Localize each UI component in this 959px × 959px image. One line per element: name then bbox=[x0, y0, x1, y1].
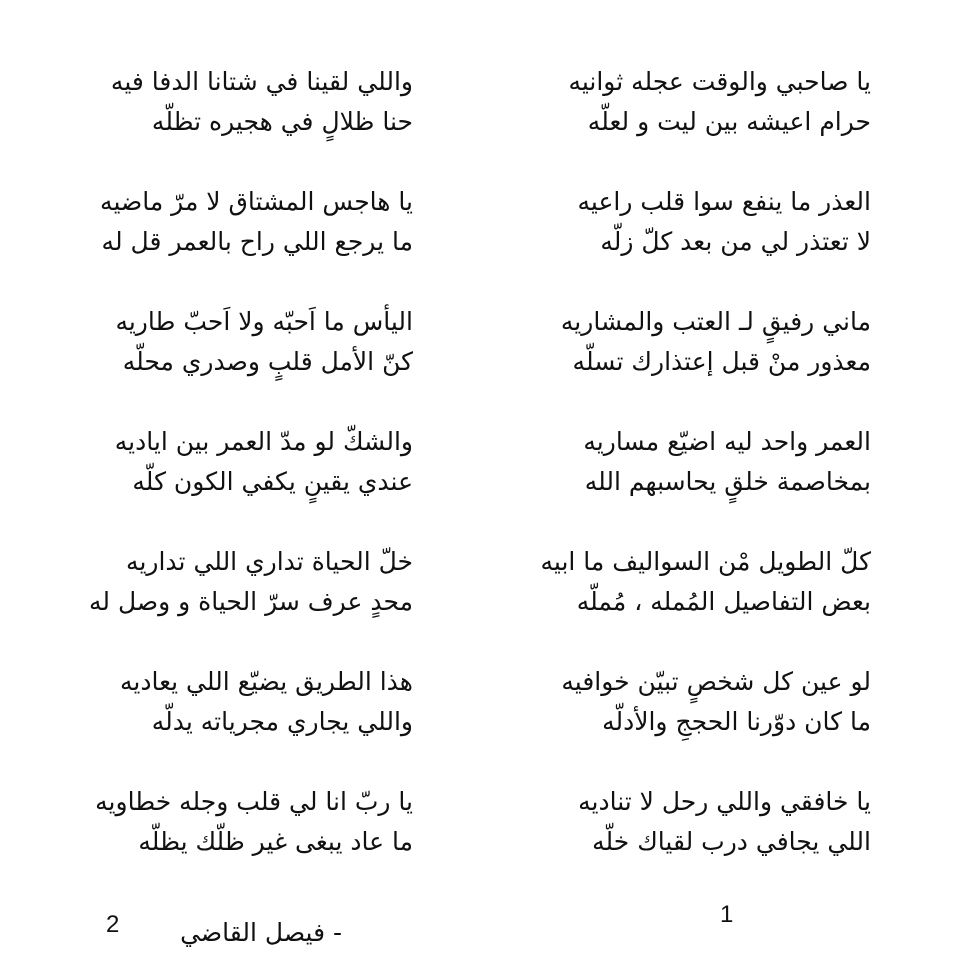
verse-first-hemistich: يا خافقي واللي رحل لا تناديه bbox=[578, 787, 871, 816]
verse-first-hemistich: واللي لقينا في شتانا الدفا فيه bbox=[110, 67, 413, 96]
stanza bbox=[73, 302, 413, 422]
stanza bbox=[73, 662, 413, 782]
verse-first-hemistich: اليأس ما اَحبّه ولا اَحبّ طاريه bbox=[115, 307, 413, 336]
poet-signature: - فيصل القاضي bbox=[180, 918, 342, 947]
verse-second-hemistich: محدٍ عرف سرّ الحياة و وصل له bbox=[89, 587, 413, 616]
verse-first-hemistich: كلّ الطويل مْن السواليف ما ابيه bbox=[540, 547, 871, 576]
verse-first-hemistich: العذر ما ينفع سوا قلب راعيه bbox=[577, 187, 871, 216]
stanza bbox=[73, 542, 413, 662]
stanza bbox=[541, 302, 871, 422]
verse-first-hemistich: يا صاحبي والوقت عجله ثوانيه bbox=[568, 67, 871, 96]
verse-second-hemistich: معذور منْ قبل إعتذارك تسلّه bbox=[572, 347, 871, 376]
verse-first-hemistich: يا ربّ انا لي قلب وجله خطاويه bbox=[95, 787, 413, 816]
verse-second-hemistich: ما عاد يبغى غير ظلّك يظلّه bbox=[138, 827, 413, 856]
stanza bbox=[541, 422, 871, 542]
verse-second-hemistich: بعض التفاصيل المُمله ، مُملّه bbox=[576, 587, 871, 616]
stanza bbox=[541, 182, 871, 302]
verse-second-hemistich: عندي يقينٍ يكفي الكون كلّه bbox=[132, 467, 413, 496]
verse-second-hemistich: بمخاصمة خلقٍ يحاسبهم الله bbox=[584, 467, 871, 496]
verse-first-hemistich: والشكّ لو مدّ العمر بين اياديه bbox=[114, 427, 413, 456]
poem-page-2 bbox=[73, 62, 413, 902]
verse-second-hemistich: اللي يجافي درب لقياك خلّه bbox=[592, 827, 871, 856]
verse-second-hemistich: لا تعتذر لي من بعد كلّ زلّه bbox=[600, 227, 871, 256]
verse-second-hemistich: حنا ظلالٍ في هجيره تظلّه bbox=[151, 107, 413, 136]
stanza bbox=[73, 62, 413, 182]
poem-page-1 bbox=[541, 62, 871, 902]
stanza bbox=[73, 422, 413, 542]
stanza bbox=[541, 782, 871, 902]
verse-first-hemistich: هذا الطريق يضيّع اللي يعاديه bbox=[119, 667, 413, 696]
verse-second-hemistich: حرام اعيشه بين ليت و لعلّه bbox=[587, 107, 871, 136]
page-number-1: 1 bbox=[720, 901, 734, 928]
verse-first-hemistich: لو عين كل شخصٍ تبيّن خوافيه bbox=[561, 667, 871, 696]
stanza bbox=[73, 182, 413, 302]
verse-first-hemistich: العمر واحد ليه اضيّع مساريه bbox=[583, 427, 871, 456]
stanza bbox=[73, 782, 413, 902]
verse-first-hemistich: يا هاجس المشتاق لا مرّ ماضيه bbox=[100, 187, 413, 216]
verse-first-hemistich: خلّ الحياة تداري اللي تداريه bbox=[126, 547, 413, 576]
verse-second-hemistich: ما كان دوّرنا الحججِ والأدلّه bbox=[602, 707, 871, 736]
stanza bbox=[541, 62, 871, 182]
verse-second-hemistich: ما يرجع اللي راح بالعمر قل له bbox=[101, 227, 413, 256]
verse-second-hemistich: واللي يجاري مجرياته يدلّه bbox=[151, 707, 413, 736]
stanza bbox=[541, 662, 871, 782]
page-number-2: 2 bbox=[106, 911, 120, 938]
verse-first-hemistich: ماني رفيقٍ لـ العتب والمشاريه bbox=[560, 307, 871, 336]
verse-second-hemistich: كنّ الأمل قلبٍ وصدري محلّه bbox=[122, 347, 413, 376]
stanza bbox=[541, 542, 871, 662]
